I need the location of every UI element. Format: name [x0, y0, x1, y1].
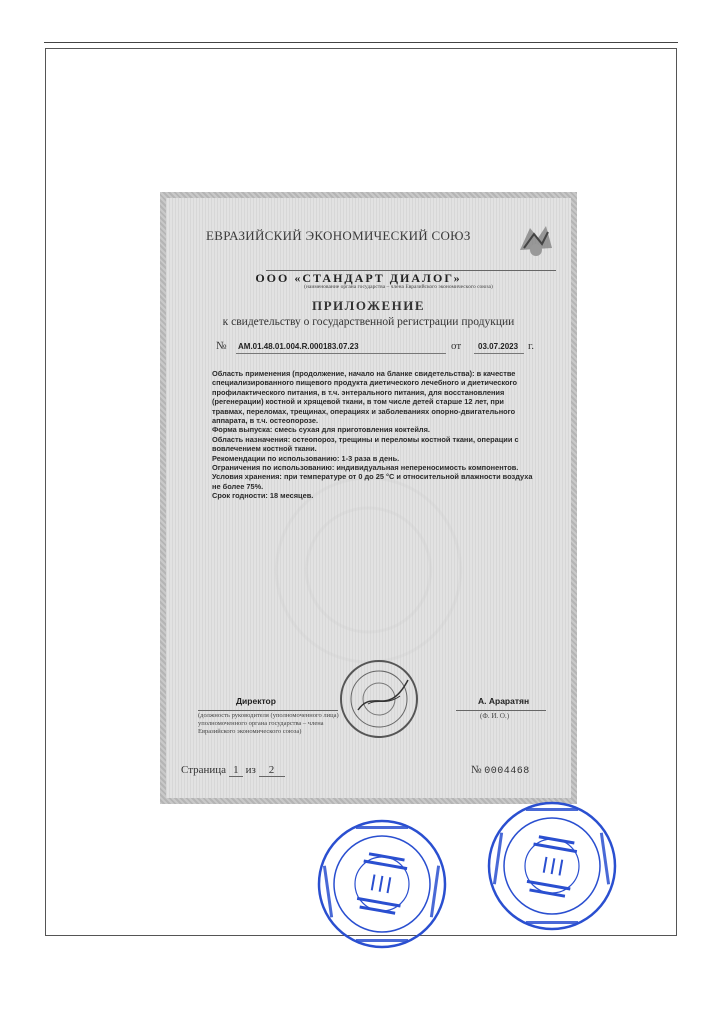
union-header: ЕВРАЗИЙСКИЙ ЭКОНОМИЧЕСКИЙ СОЮЗ — [206, 228, 471, 243]
body-paragraph: Ограничения по использованию: индивидуальная непереносимость компонентов. — [212, 463, 519, 473]
body-paragraph: Область назначения: остеопороз, трещины и переломы костной ткани, операции с вовлечением костной ткани. — [212, 434, 519, 454]
signer-title: Директор — [236, 696, 276, 706]
certificate-date: 03.07.2023 — [478, 342, 519, 351]
top-rule — [44, 42, 678, 43]
page-total: 2 — [259, 764, 285, 777]
date-underline — [474, 353, 524, 354]
number-sign: № — [216, 340, 227, 352]
page-number: 1 — [229, 764, 243, 777]
issuer-caption: (наименование органа государства – члена Евразийского экономического союза) — [304, 284, 493, 290]
document-title: ПРИЛОЖЕНИЕ — [311, 298, 426, 313]
certificate-scan — [160, 192, 577, 804]
body-paragraph: Условия хранения: при температуре от 0 до 25 °С и относительной влажности воздуха не более 75%. — [212, 472, 533, 491]
page-counter — [181, 764, 285, 777]
signer-name-line — [456, 710, 546, 711]
serial-number: 0004468 — [484, 766, 530, 777]
date-prefix: от — [451, 340, 462, 352]
number-row — [216, 340, 536, 354]
page-of: из — [245, 764, 256, 776]
signer-caption: (должность руководителя (уполномоченного лица) уполномоченного органа государства – члена Евразийского экономического союза) — [198, 712, 339, 735]
body-paragraph: Срок годности: 18 месяцев. — [212, 491, 314, 501]
company-stamp-right-icon — [486, 800, 618, 932]
body-paragraph: Рекомендации по использованию: 1-3 раза в день. — [212, 453, 400, 463]
signer-name: А. Араратян — [478, 696, 530, 706]
body-paragraph: Форма выпуска: смесь сухая для приготовления коктейля. — [212, 425, 430, 435]
eaeu-emblem-icon — [516, 220, 556, 260]
serial-number-row — [471, 764, 530, 777]
body-paragraph: Область применения (продолжение, начало на бланке свидетельства): в качестве специализированного пищевого продукта диетического лечебного и диетического профилактического питания, в т.ч. энтерального питания, для восстановления (регенерации) костной и хрящевой ткани, в том числе детей старше 12 лет, при травмах, переломах, трещинах, операциях и заболеваниях опорно-двигательного аппарата, в т.ч. остеопорозе. — [212, 369, 517, 426]
issuer-seal-icon — [338, 658, 420, 740]
certificate-body — [166, 198, 571, 798]
certificate-number: AM.01.48.01.004.R.000183.07.23 — [238, 342, 359, 351]
signer-title-line — [198, 710, 338, 711]
date-suffix: г. — [528, 340, 535, 352]
issuer-name: ООО «СТАНДАРТ ДИАЛОГ» — [255, 271, 462, 285]
page-label: Страница — [181, 764, 227, 776]
body-text — [212, 369, 537, 501]
document-subtitle: к свидетельству о государственной регистрации продукции — [222, 316, 515, 328]
serial-sign: № — [471, 764, 482, 776]
company-stamp-left-icon — [316, 818, 448, 950]
fio-caption: (Ф. И. О.) — [480, 712, 510, 720]
number-underline — [236, 353, 446, 354]
